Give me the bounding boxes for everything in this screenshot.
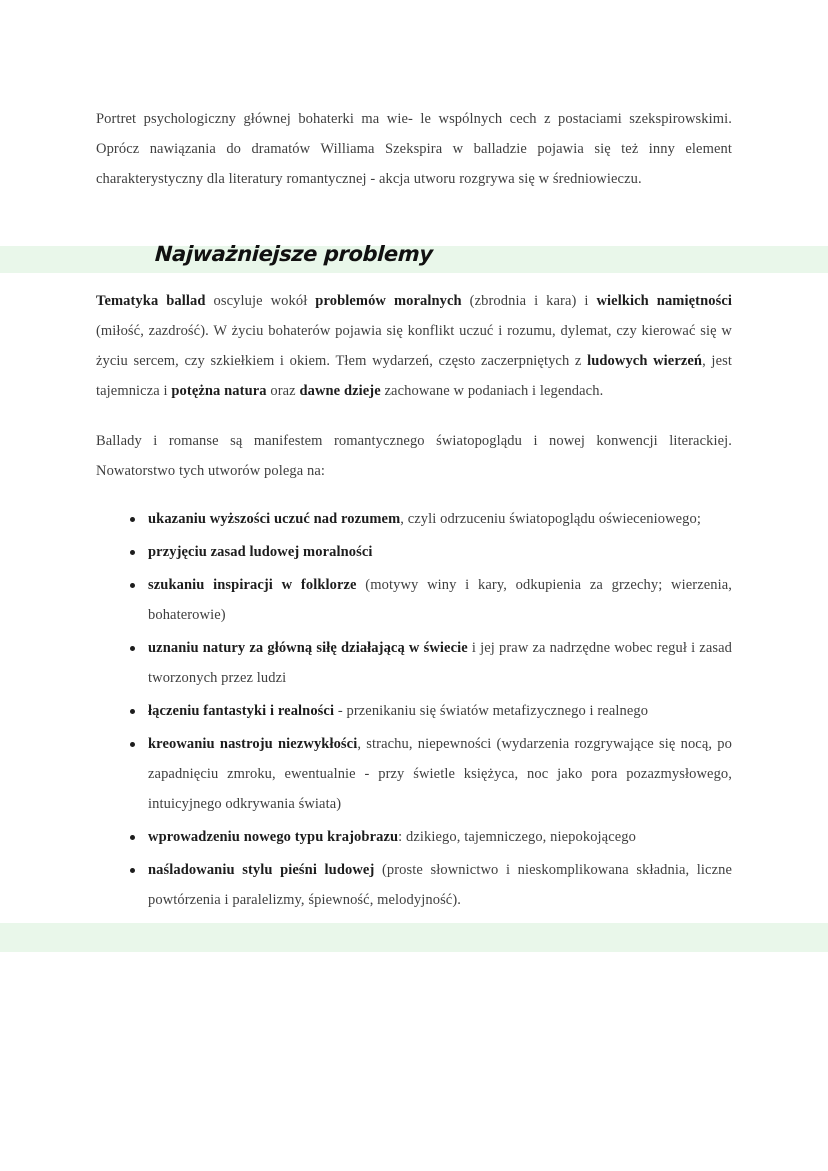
emphasised-text: kreowaniu nastroju niezwykłości bbox=[148, 736, 358, 752]
emphasised-text: uznaniu natury za główną siłę działającą w świecie bbox=[148, 640, 468, 656]
emphasised-text: dawne dzieje bbox=[299, 383, 381, 399]
plain-text: , jest tajemnicza i bbox=[96, 353, 732, 399]
emphasised-text: przyjęciu zasad ludowej moralności bbox=[148, 544, 373, 560]
plain-text: (motywy winy i kary, odkupienia za grzechy; wierzenia, bohaterowie) bbox=[148, 577, 733, 623]
intro-paragraph: Portret psychologiczny głównej bohaterki ma wie- le wspólnych cech z postaciami szekspirowskimi. Oprócz nawiązania do dramatów Williama Szekspira w balladzie pojawia się też inny element charakterystyczny dla literatury romantycznej - akcja utworu rozgrywa się w średniowieczu. bbox=[96, 111, 732, 187]
list-item bbox=[96, 504, 732, 534]
plain-text: , strachu, niepewności (wydarzenia rozgrywające się nocą, po zapadnięciu zmroku, ewentualnie - przy świetle księżyca, noc jako pora pozazmysłowego, intuicyjnego odkrywania świata) bbox=[148, 736, 732, 812]
plain-text: oraz bbox=[266, 383, 300, 399]
emphasised-text: łączeniu fantastyki i realności bbox=[148, 703, 335, 719]
plain-text: oscyluje wokół bbox=[205, 293, 316, 309]
body-section bbox=[96, 286, 732, 915]
section-heading: Najważniejsze problemy bbox=[154, 242, 434, 266]
footer-highlight-band bbox=[0, 923, 828, 952]
plain-text: , czyli odrzuceniu światopoglądu oświeceniowego; bbox=[400, 511, 702, 527]
emphasised-text: problemów moralnych bbox=[315, 293, 462, 309]
emphasised-text: potężna natura bbox=[171, 383, 267, 399]
list-item bbox=[96, 633, 732, 693]
emphasised-text: wprowadzeniu nowego typu krajobrazu bbox=[148, 829, 399, 845]
plain-text: - przenikaniu się światów metafizycznego i realnego bbox=[334, 703, 649, 719]
list-item bbox=[96, 570, 732, 630]
body-paragraph-1 bbox=[96, 286, 732, 406]
list-item bbox=[96, 855, 732, 915]
emphasised-text: ukazaniu wyższości uczuć nad rozumem bbox=[148, 511, 401, 527]
plain-text: : dzikiego, tajemniczego, niepokojącego bbox=[398, 829, 636, 845]
list-item bbox=[96, 822, 732, 852]
emphasised-text: wielkich namiętności bbox=[596, 293, 733, 309]
emphasised-text: Tematyka ballad bbox=[96, 293, 206, 309]
plain-text: zachowane w podaniach i legendach. bbox=[380, 383, 604, 399]
emphasised-text: ludowych wierzeń bbox=[587, 353, 703, 369]
plain-text: i jej praw za nadrzędne wobec reguł i zasad tworzonych przez ludzi bbox=[148, 640, 732, 686]
intro-section bbox=[96, 104, 732, 194]
plain-text: (proste słownictwo i nieskomplikowana składnia, liczne powtórzenia i paralelizmy, śpiewność, melodyjność). bbox=[148, 862, 733, 908]
list-item bbox=[96, 729, 732, 819]
list-item bbox=[96, 537, 732, 567]
emphasised-text: naśladowaniu stylu pieśni ludowej bbox=[148, 862, 375, 878]
plain-text: (miłość, zazdrość). W życiu bohaterów pojawia się konflikt uczuć i rozumu, dylemat, czy kierować się w życiu sercem, czy szkiełkiem i okiem. Tłem wydarzeń, często zaczerpniętych z bbox=[96, 323, 732, 369]
plain-text: (zbrodnia i kara) i bbox=[461, 293, 597, 309]
list-item bbox=[96, 696, 732, 726]
novelty-list bbox=[96, 504, 732, 915]
emphasised-text: szukaniu inspiracji w folklorze bbox=[148, 577, 357, 593]
body-paragraph-2: Ballady i romanse są manifestem romantycznego światopoglądu i nowej konwencji literackiej. Nowatorstwo tych utworów polega na: bbox=[96, 433, 732, 479]
